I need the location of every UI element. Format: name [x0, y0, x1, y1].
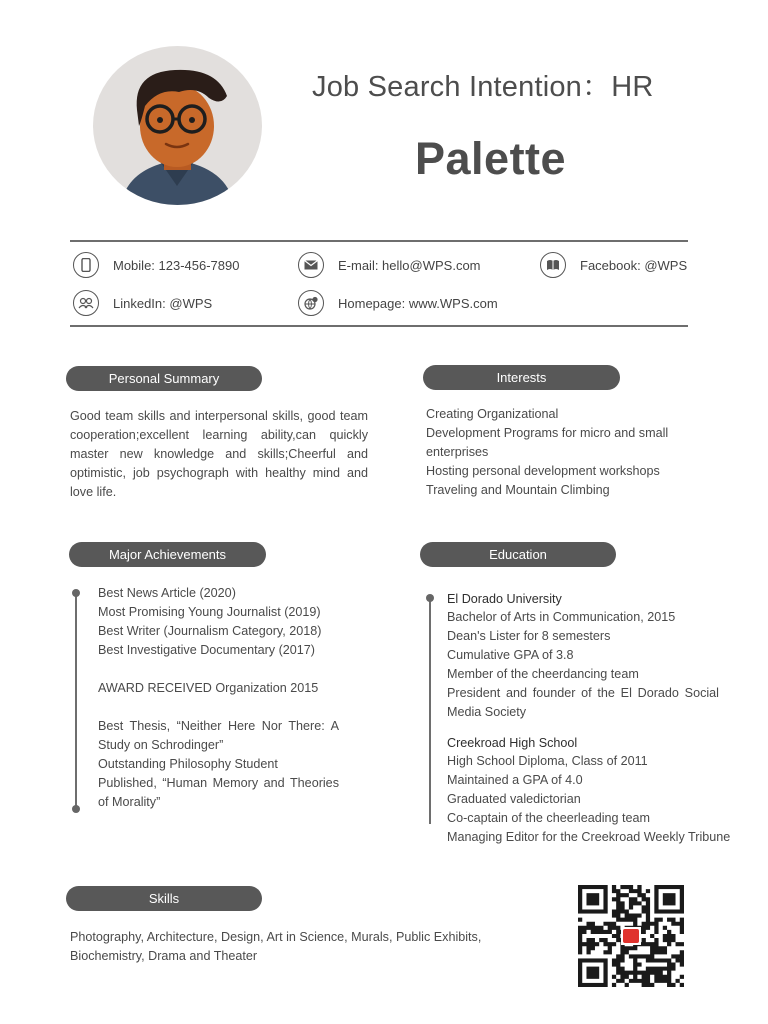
achievements-timeline — [75, 593, 77, 809]
interest-item: Development Programs for micro and small enterprises — [426, 426, 669, 459]
mail-icon — [298, 252, 324, 278]
education-spacer — [447, 722, 719, 734]
interest-item: Creating Organizational — [426, 407, 559, 421]
education-list — [447, 590, 731, 847]
education-line: President and founder of the El Dorado Social Media Society — [447, 686, 719, 719]
skills-header: Skills — [66, 886, 262, 911]
contact-homepage[interactable] — [298, 290, 498, 316]
qr-code[interactable] — [578, 885, 684, 987]
education-line: High School Diploma, Class of 2011 — [447, 754, 648, 768]
mobile-text: Mobile: 123-456-7890 — [113, 257, 240, 273]
achievement-item: Best Writer (Journalism Category, 2018) — [98, 624, 322, 638]
education-line: Maintained a GPA of 4.0 — [447, 773, 583, 787]
timeline-dot-top — [72, 589, 80, 597]
qr-logo-badge — [623, 929, 639, 943]
linkedin-people-icon — [73, 290, 99, 316]
education-line: Dean's Lister for 8 semesters — [447, 629, 611, 643]
avatar — [93, 46, 262, 205]
linkedin-text: LinkedIn: @WPS — [113, 295, 213, 311]
timeline-dot-bottom — [72, 805, 80, 813]
education-header: Education — [420, 542, 616, 567]
education-line: Cumulative GPA of 3.8 — [447, 648, 574, 662]
facebook-book-icon — [540, 252, 566, 278]
achievement-item: Published, “Human Memory and Theories of Morality” — [98, 776, 339, 809]
personal-summary-header: Personal Summary — [66, 366, 262, 391]
achievement-spacer — [98, 660, 339, 679]
contact-email[interactable] — [298, 252, 481, 278]
interest-item: Hosting personal development workshops — [426, 464, 660, 478]
school-name: El Dorado University — [447, 592, 562, 606]
achievement-item: AWARD RECEIVED Organization 2015 — [98, 681, 319, 695]
education-line: Bachelor of Arts in Communication, 2015 — [447, 610, 676, 624]
contact-facebook[interactable] — [540, 252, 687, 278]
achievement-item: Best Investigative Documentary (2017) — [98, 643, 315, 657]
contact-mobile — [73, 252, 239, 278]
phone-icon — [73, 252, 99, 278]
interests-list — [426, 405, 726, 500]
major-achievements-header: Major Achievements — [69, 542, 266, 567]
achievements-list — [98, 584, 339, 827]
education-line: Member of the cheerdancing team — [447, 667, 639, 681]
candidate-name: Palette — [415, 133, 567, 184]
contact-linkedin[interactable] — [73, 290, 212, 316]
personal-summary-text: Good team skills and interpersonal skills, good team cooperation;excellent learning ability,can quickly master new knowledge and skills;Cheerful and optimistic, job psychograph with healthy mind and love life. — [70, 409, 368, 499]
interests-header: Interests — [423, 365, 620, 390]
interest-item: Traveling and Mountain Climbing — [426, 483, 610, 497]
achievement-item: Best Thesis, “Neither Here Nor There: A Study on Schrodinger” — [98, 719, 339, 752]
facebook-text: Facebook: @WPS — [580, 257, 688, 273]
education-timeline — [429, 598, 431, 824]
homepage-globe-icon — [298, 290, 324, 316]
education-line: Managing Editor for the Creekroad Weekly Tribune — [447, 830, 731, 844]
divider-top — [70, 240, 688, 242]
achievement-item: Outstanding Philosophy Student — [98, 757, 278, 771]
achievement-item: Most Promising Young Journalist (2019) — [98, 605, 321, 619]
email-text: E-mail: hello@WPS.com — [338, 257, 481, 273]
education-line: Co-captain of the cheerleading team — [447, 811, 651, 825]
skills-text: Photography, Architecture, Design, Art in Science, Murals, Public Exhibits, Biochemistry, Drama and Theater — [70, 930, 482, 963]
education-dot-top — [426, 594, 434, 602]
homepage-text: Homepage: www.WPS.com — [338, 295, 498, 311]
education-line: Graduated valedictorian — [447, 792, 581, 806]
job-search-intention: Job Search Intention：HR — [312, 71, 654, 103]
divider-bottom — [70, 325, 688, 327]
school-name: Creekroad High School — [447, 736, 578, 750]
achievement-spacer — [98, 698, 339, 717]
achievement-item: Best News Article (2020) — [98, 586, 236, 600]
